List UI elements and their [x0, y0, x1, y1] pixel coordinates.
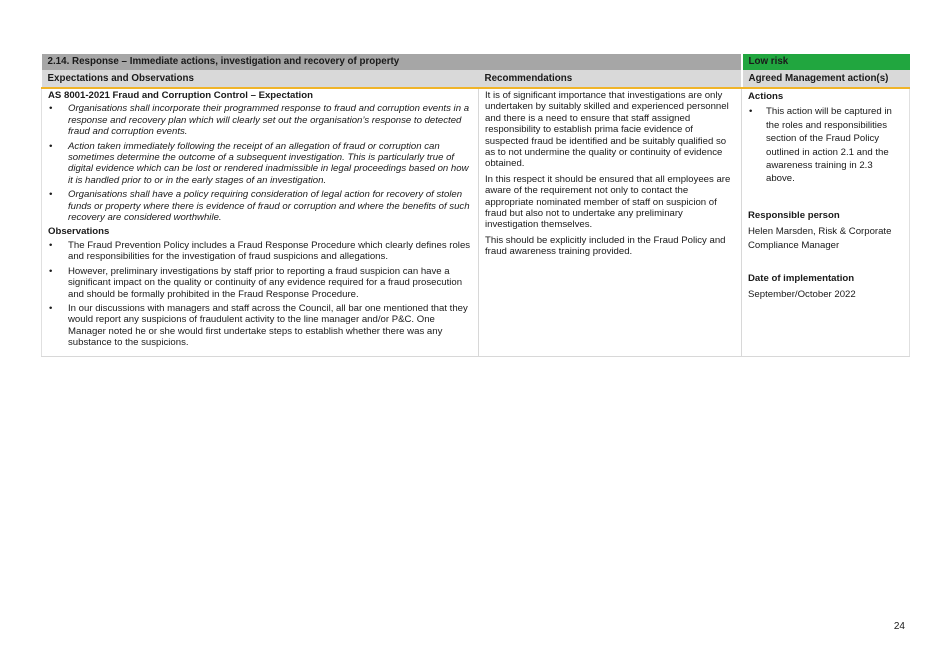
- bullet-icon: •: [49, 239, 53, 251]
- observation-list: [48, 240, 472, 349]
- responsible-person-heading: Responsible person: [748, 209, 840, 221]
- implementation-date-heading: Date of implementation: [748, 273, 855, 285]
- actions-list: [748, 105, 903, 185]
- observations-heading: Observations: [48, 226, 110, 238]
- responsible-person: Helen Marsden, Risk & Corporate Compliance Manager: [748, 226, 892, 251]
- list-item-text: In our discussions with managers and staff across the Council, all bar one mentioned that they would report any suspicions of fraudulent activity to the line manager and/or P&C. One Manager noted he or she would first undertake steps to establish whether there was any substance to the suspicions.: [68, 302, 468, 349]
- action-table: [41, 54, 910, 357]
- list-item: [748, 105, 903, 185]
- recommendation-paragraph: In this respect it should be ensured that all employees are aware of the requirement not only to contact the appropriate nominated member of staff on suspicion of fraud but also not to undertake any preliminary investigation themselves.: [485, 173, 731, 231]
- header-management-actions: Agreed Management action(s): [742, 70, 910, 88]
- list-item: [48, 189, 472, 223]
- expectations-observations-cell: [42, 88, 479, 356]
- list-item-text: Organisations shall have a policy requiring consideration of legal action for recovery of stolen funds or property where there is evidence of fraud or corruption and where the benefits of such recovery are considered worthwhile.: [68, 189, 470, 224]
- expectation-heading: AS 8001-2021 Fraud and Corruption Control – Expectation: [48, 90, 313, 101]
- content-row: [42, 88, 910, 356]
- section-title-row: [42, 54, 910, 70]
- bullet-icon: •: [749, 106, 753, 118]
- list-item-text: However, preliminary investigations by staff prior to reporting a fraud suspicion can have a significant impact on the quality or continuity of any evidence required for a fraud prosecution and should be formally prohibited in the Fraud Response Procedure.: [68, 265, 463, 300]
- list-item-text: This action will be captured in the roles and responsibilities section of the Fraud Policy outlined in action 2.1 and the awareness training in 2.3 above.: [766, 106, 892, 185]
- list-item: [48, 240, 472, 263]
- section-title: 2.14. Response – Immediate actions, investigation and recovery of property: [42, 54, 742, 70]
- bullet-icon: •: [49, 103, 53, 115]
- implementation-date: September/October 2022: [748, 289, 856, 301]
- risk-badge: Low risk: [742, 54, 910, 70]
- list-item: [48, 303, 472, 349]
- header-row: [42, 70, 910, 88]
- list-item-text: Organisations shall incorporate their programmed response to fraud and corruption events in a response and recovery plan which will clearly set out the organisation’s response to detected fraud and corruption events.: [68, 103, 470, 138]
- recommendation-paragraph: It is of significant importance that investigations are only undertaken by suitably skilled and experienced personnel and there is a need to ensure that staff assigned responsibility to establish prima facie evidence of suspected fraud be identified and be suitably qualified so as to not undermine the quality or continuity of evidence obtained.: [485, 90, 729, 170]
- actions-heading: Actions: [748, 91, 784, 102]
- list-item: [48, 141, 472, 187]
- expectation-list: [48, 103, 472, 223]
- list-item: [48, 103, 472, 137]
- bullet-icon: •: [49, 189, 53, 201]
- page-number: 24: [893, 621, 905, 632]
- header-expectations: Expectations and Observations: [42, 70, 479, 88]
- bullet-icon: •: [49, 302, 53, 314]
- recommendations-cell: [479, 88, 742, 356]
- bullet-icon: •: [49, 265, 53, 277]
- list-item: [48, 266, 472, 300]
- bullet-icon: •: [49, 140, 53, 152]
- list-item-text: The Fraud Prevention Policy includes a Fraud Response Procedure which clearly defines roles and responsibilities for the investigation of fraud suspicions and allegations.: [68, 239, 471, 263]
- list-item-text: Action taken immediately following the receipt of an allegation of fraud or corruption can sometimes determine the outcome of a subsequent investigation. This is particularly true of digital evidence which can be lost or rendered inadmissible in legal proceedings based on how it is handled prior to or in the early stages of an investigation.: [68, 140, 469, 186]
- recommendation-paragraph: This should be explicitly included in the Fraud Policy and fraud awareness training provided.: [485, 234, 726, 258]
- management-action-cell: [742, 88, 910, 356]
- header-recommendations: Recommendations: [479, 70, 742, 88]
